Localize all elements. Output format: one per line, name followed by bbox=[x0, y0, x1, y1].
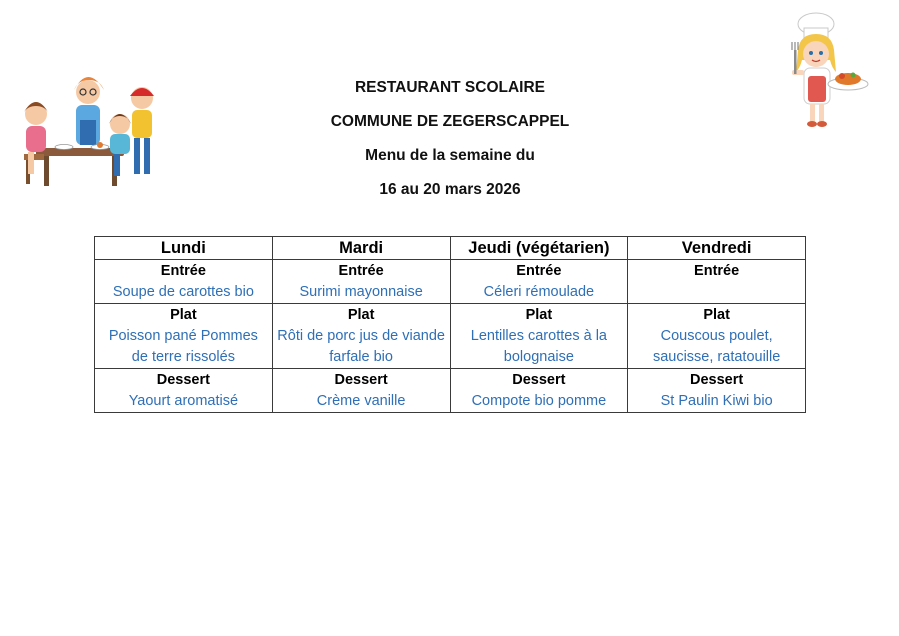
dish-text: Lentilles carottes à la bolognaise bbox=[470, 328, 607, 365]
menu-cell bbox=[450, 369, 628, 413]
course-label: Dessert bbox=[690, 372, 744, 388]
dish-text: Soupe de carottes bio bbox=[112, 284, 254, 300]
course-label: Plat bbox=[170, 307, 197, 323]
menu-cell bbox=[628, 369, 806, 413]
menu-cell bbox=[272, 260, 450, 304]
day-header: Lundi bbox=[95, 237, 273, 260]
menu-cell bbox=[450, 260, 628, 304]
course-label: Plat bbox=[347, 307, 375, 323]
plat-row bbox=[95, 304, 806, 369]
course-label: Entrée bbox=[516, 263, 562, 279]
commune-title: COMMUNE DE ZEGERSCAPPEL bbox=[330, 113, 570, 130]
course-label: Dessert bbox=[156, 372, 210, 388]
children-eating-illustration bbox=[8, 70, 168, 190]
menu-cell bbox=[95, 304, 273, 369]
menu-cell bbox=[272, 369, 450, 413]
dish-text: Céleri rémoulade bbox=[483, 284, 595, 300]
dish-text: Surimi mayonnaise bbox=[299, 284, 423, 300]
weekly-menu-table bbox=[94, 236, 806, 413]
menu-cell bbox=[628, 304, 806, 369]
dessert-row bbox=[95, 369, 806, 413]
day-header: Vendredi bbox=[628, 237, 806, 260]
dish-text: St Paulin Kiwi bio bbox=[660, 393, 773, 409]
course-label: Plat bbox=[525, 307, 553, 323]
dish-text: Compote bio pomme bbox=[471, 393, 607, 409]
chef-girl-illustration bbox=[784, 10, 876, 132]
course-label: Plat bbox=[703, 307, 730, 323]
course-label: Entrée bbox=[160, 263, 206, 279]
entree-row bbox=[95, 260, 806, 304]
course-label: Dessert bbox=[512, 372, 566, 388]
menu-cell bbox=[95, 260, 273, 304]
day-header: Jeudi (végétarien) bbox=[450, 237, 628, 260]
dish-text: Yaourt aromatisé bbox=[128, 393, 239, 409]
restaurant-title: RESTAURANT SCOLAIRE bbox=[354, 79, 546, 96]
course-label: Entrée bbox=[694, 263, 740, 279]
course-label: Entrée bbox=[338, 263, 384, 279]
dish-text: Poisson pané Pommes de terre rissolés bbox=[108, 328, 258, 365]
day-header-row bbox=[95, 237, 806, 260]
course-label: Dessert bbox=[334, 372, 388, 388]
dish-text: Couscous poulet, saucisse, ratatouille bbox=[652, 328, 781, 365]
menu-cell bbox=[272, 304, 450, 369]
menu-cell bbox=[450, 304, 628, 369]
page-header bbox=[250, 76, 650, 212]
menu-cell bbox=[95, 369, 273, 413]
dish-text: Crème vanille bbox=[316, 393, 406, 409]
menu-date-range: 16 au 20 mars 2026 bbox=[379, 181, 521, 198]
day-header: Mardi bbox=[272, 237, 450, 260]
dish-text: Rôti de porc jus de viande farfale bio bbox=[277, 328, 445, 365]
menu-week-label: Menu de la semaine du bbox=[365, 147, 535, 164]
menu-cell bbox=[628, 260, 806, 304]
